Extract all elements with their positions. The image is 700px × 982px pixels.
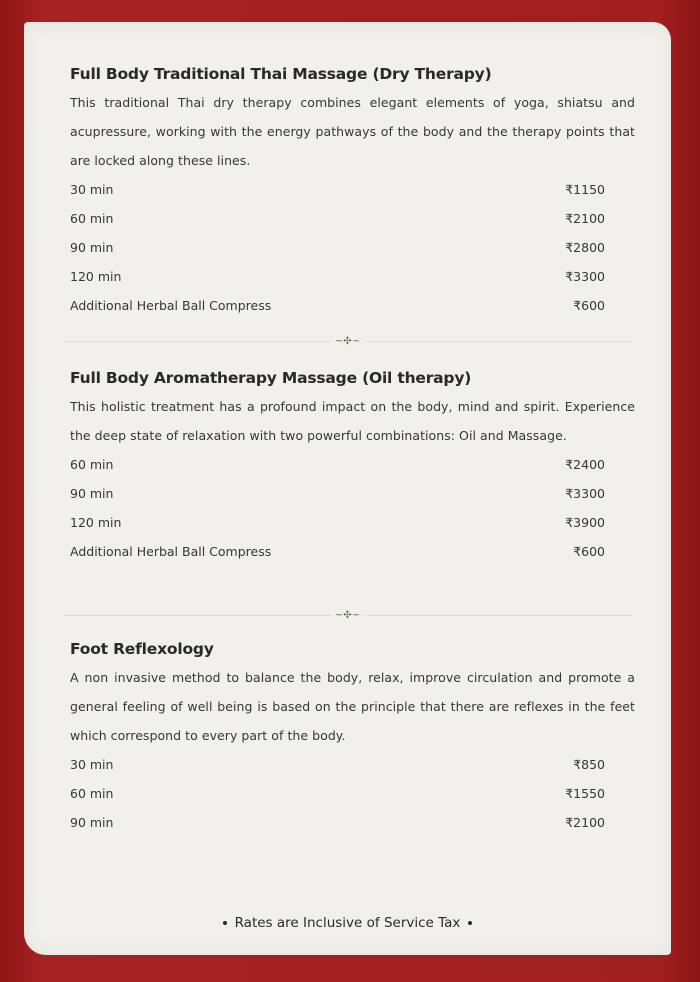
section-title: Full Body Traditional Thai Massage (Dry Therapy) — [70, 65, 492, 83]
duration-label: 30 min — [70, 182, 114, 197]
price-row — [70, 750, 635, 779]
price-amount: ₹2800 — [565, 240, 605, 255]
duration-label: 120 min — [70, 269, 122, 284]
footer-note — [24, 915, 671, 931]
section-aromatherapy-massage — [70, 368, 635, 566]
menu-card — [24, 22, 671, 955]
price-amount: ₹600 — [573, 544, 605, 559]
bullet-icon — [468, 921, 472, 925]
price-amount: ₹3900 — [565, 515, 605, 530]
section-title: Foot Reflexology — [70, 640, 214, 658]
duration-label: 90 min — [70, 815, 114, 830]
section-foot-reflexology — [70, 639, 635, 837]
price-amount: ₹2100 — [565, 211, 605, 226]
price-row — [70, 808, 635, 837]
section-thai-massage — [70, 64, 635, 320]
duration-label: 120 min — [70, 515, 122, 530]
duration-label: 90 min — [70, 486, 114, 501]
addon-label: Additional Herbal Ball Compress — [70, 298, 272, 313]
duration-label: 60 min — [70, 457, 114, 472]
price-row — [70, 291, 635, 320]
price-amount: ₹1150 — [565, 182, 605, 197]
section-title: Full Body Aromatherapy Massage (Oil therapy) — [70, 369, 472, 387]
duration-label: 90 min — [70, 240, 114, 255]
section-description: A non invasive method to balance the body, relax, improve circulation and promote a general feeling of well being is based on the principle that there are reflexes in the feet which correspond to every part of the body. — [70, 670, 635, 743]
price-row — [70, 175, 635, 204]
price-amount: ₹850 — [573, 757, 605, 772]
price-row — [70, 233, 635, 262]
bullet-icon — [223, 921, 227, 925]
divider-ornament: ~✣~ — [331, 610, 364, 622]
price-row — [70, 450, 635, 479]
price-amount: ₹2100 — [565, 815, 605, 830]
service-tax-note: Rates are Inclusive of Service Tax — [234, 915, 461, 931]
price-row — [70, 537, 635, 566]
duration-label: 60 min — [70, 211, 114, 226]
price-row — [70, 204, 635, 233]
price-row — [70, 262, 635, 291]
price-amount: ₹1550 — [565, 786, 605, 801]
section-description: This traditional Thai dry therapy combines elegant elements of yoga, shiatsu and acupressure, working with the energy pathways of the body and the therapy points that are locked along these lines. — [70, 95, 635, 168]
section-divider — [64, 336, 631, 348]
divider-ornament: ~✣~ — [331, 336, 364, 348]
price-amount: ₹600 — [573, 298, 605, 313]
price-row — [70, 479, 635, 508]
addon-label: Additional Herbal Ball Compress — [70, 544, 272, 559]
duration-label: 30 min — [70, 757, 114, 772]
price-amount: ₹2400 — [565, 457, 605, 472]
price-amount: ₹3300 — [565, 486, 605, 501]
price-row — [70, 779, 635, 808]
price-row — [70, 508, 635, 537]
price-amount: ₹3300 — [565, 269, 605, 284]
section-divider — [64, 610, 631, 622]
duration-label: 60 min — [70, 786, 114, 801]
section-description: This holistic treatment has a profound impact on the body, mind and spirit. Experience the deep state of relaxation with two powerful combinations: Oil and Massage. — [70, 399, 635, 443]
